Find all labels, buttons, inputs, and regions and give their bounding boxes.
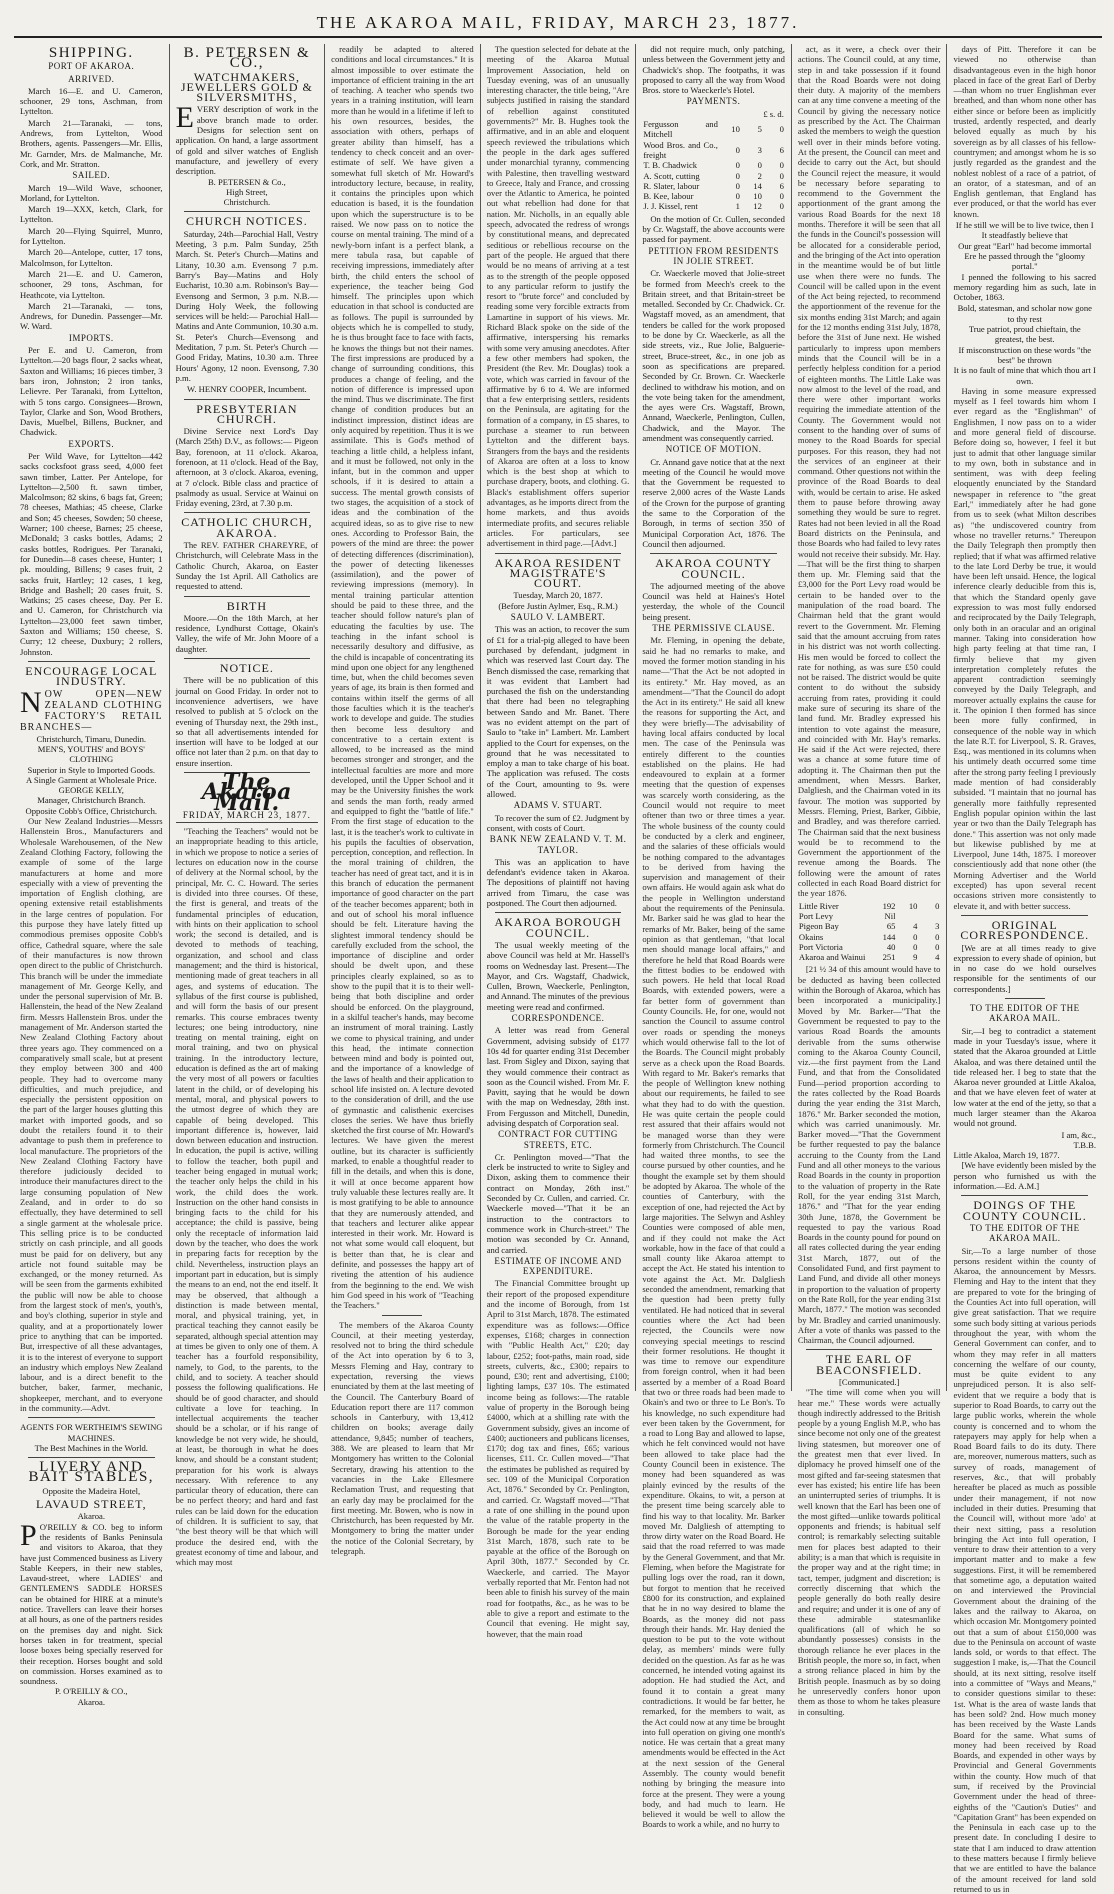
- borough-text: A letter was read from General Government, advising subsidy of £177 10s 4d for quarter ending 31st December last. From Sigley and Dixon, saying that they would commence their contract as soon as the Council wished. From Mr. F. Pavitt, saying that he would be down with the map on Wednesday, 28th inst. From Fergusson and Mitchell, Dunedin, advising despatch of Corporation seal.: [486, 1025, 630, 1128]
- table-row: Pigeon Bay 65 4 3: [798, 921, 940, 932]
- arrived-heading: ARRIVED.: [68, 73, 115, 84]
- permissive-clause-heading: THE PERMISSIVE CLAUSE.: [652, 623, 775, 634]
- beaconsfield-heading: THE EARL OF BEACONSFIELD.: [816, 1352, 923, 1377]
- poem-line: Bold, statesman, and scholar now gone to thy rest: [957, 303, 1092, 324]
- county-text: The adjourned meeting of the above Council was held at Haines's Hotel yesterday, the whole of the Council being present.: [642, 580, 785, 622]
- catholic-body: The REV. FATHER CHAREYRE, of Christchurch, will Celebrate Mass in the Catholic Church, Akaroa, on Easter Sunday the 1st April. All Catholics are requested to attend.: [175, 540, 319, 592]
- payments-table: [642, 109, 785, 212]
- news-paragraphs: The members of the Akaroa County Council, at their meeting yesterday, resolved not to bring the third schedule of the Act into operation by 6 to 3, Messrs Fleming and Hay, contrary to expectation, reversing the views enunciated by them at the last meeting of the Council. The Canterbury Board of Education report there are 117 common schools in Canterbury, with 13,412 children on books; average daily attendance, 9,845; number of teachers, 388. We are pleased to learn that Mr Montgomery has written to the Colonial Secretary, drawing his attention to the vacancies in the Lake Ellesmere Reclamation Trust, and requesting that an early day may be proclaimed for the first meeting. Mr. Bowen, who is now in Christchurch, has been requested by Mr. Montgomery to bring the matter under the notice of the Colonial Secretary, by telegraph.: [331, 1319, 474, 1557]
- rates-table: [798, 901, 941, 963]
- drop-cap: E: [175, 101, 194, 135]
- notice-heading: NOTICE.: [219, 661, 274, 676]
- rm-case: SAULO V. LAMBERT.: [510, 612, 606, 623]
- ecl-lead: NOW OPEN—NEW ZEALAND CLOTHING FACTORY'S RETAIL BRANCHES—: [20, 685, 163, 734]
- divider: [806, 1349, 933, 1350]
- ecl-places: Christchurch, Timaru, Dunedin.: [36, 733, 147, 744]
- column-5: [636, 44, 792, 1830]
- poem-line: Our great "Earl" had become immortal: [958, 240, 1092, 251]
- borough-text: Cr. Annand gave notice that at the next meeting of the Council he would move that the Government be requested to reserve 2,000 acres of the Waste Lands of the Crown for the purpose of granting the same to the Corporation of the Borough, in terms of section 350 of Municipal Corporation Act, 1876. The Council then adjourned.: [642, 456, 785, 549]
- ecl-body: Our New Zealand Industries—Messrs Hallenstein Bros., Manufacturers and Wholesale Warehousemen, of the New Zealand Clothing Factory, following the example of some of the large manufacturers at home and more especially with a view of preventing the importation of English clothing, are opening extensive retail establishments in the large centres of population. For this purpose they have lately fitted up commodious premises opposite Cobb's office, Cathedral square, where the sale of their manufactures is now thrown open direct to the public of Christchurch. This branch will be under the immediate management of Mr. George Kelly, and under the personal supervision of Mr. B. Hallenstein, the head of the New Zealand firm. Messrs Hallenstein Bros. under the management of Mr. Anderson started the New Zealand Clothing Factory about three years ago. They commenced on a comparatively small scale, but at present they employ between 300 and 400 people. They had to overcome many difficulties, and much prejudice, and especially the persistent opposition on the part of the larger houses glutting this market with imported goods, and so doubt the retailers found it to their advantage to push them in preference to local manufacture. The proprietors of the New Zealand Clothing Factory have therefore judiciously decided to introduce their manufactures direct to the large consuming population of New Zealand, and in order to do so effectually, they have determined to sell a single garment at the wholesale price. This selling price is to be conducted strictly on cash principle, and all goods must be paid for on delivery, but any article not found suitable may be exchanged, or the money returned. As will be seen from the garments exhibited the public will now be able to choose from the largest stock of men's, youth's, and boy's clothing, superior in style and quality, and at a proportionately lower price to anything that can be imported. But, irrespective of all these advantages, it is to the interest of everyone to support an industry which employs New Zealand labour, and is a direct benefit to the butcher, baker, farmer, mechanic, shopkeeper, merchant, and to everyone in the community.—Advt.: [20, 816, 163, 1413]
- county-text: [21 ½ 34 of this amount would have to be deducted as having been collected within the Borough of Akaroa, which has been incorporated a municipality.] Moved by Mr. Barker—"That the Government be requested to pay to the various Road Boards the amounts derivable from the sums otherwise coming to the Akaroa County Council, viz.—the first payment from the Land Fund, and that from the Consolidated Fund—period proportion according to the rates collected by the Road Boards during the year ending the 31st March, 1876." Mr. Barker seconded the motion, which was carried unanimously. Mr. Barker moved—"That the Government be further requested to pay the balance accruing to the County from the Land Fund and all other moneys to the various Road Boards in the county in proportion to the valuation of property in the Rate Roll, for the year ending 31st March, 1876." and "That for the year ending 30th June, 1878, the Government be requested to pay the various Road Boards in the county pound for pound on all rates collected during the year ending 31st March, 1877, out of the Consolidated Fund, and first payment to Land Fund, and divide all other moneys in proportion to the valuation of property on the Rate Roll, for the year ending 31st March, 1877." The motion was seconded by Mr. Bradley and carried unanimously. After a vote of thanks was passed to the Chairman, the Council adjourned.: [797, 964, 941, 1346]
- beaconsfield-continued: days of Pitt. Therefore it can be viewed no otherwise than disadvantageous even in the high honor placed in face of the great Earl of Derby—than whom no truer Englishman ever breathed, and than whom none other has either since or before been as implicitly trusted, ardently respected, and dearly beloved equally as much by his sovereign as by all classes of his fellow-countrymen; and amongst whom he is so justly regarded as the grandest and the noblest noblest of a race of a patriot, of an orator, of a statesman, and of an English gentleman, that England has ever produced, or that the world has ever known.: [953, 44, 1097, 219]
- editor-note: [We have evidently been misled by the person who furnished us with the information.—Ed. A.M.]: [953, 1160, 1097, 1192]
- divider: [382, 1315, 422, 1316]
- rm-court-date: Tuesday, March 20, 1877.: [513, 590, 603, 601]
- column-1: [14, 44, 170, 1707]
- table-row: R. Slater, labour 0 14 6: [643, 180, 784, 191]
- ecl-addr: Opposite Cobb's Office, Christchurch.: [25, 805, 158, 816]
- agents-sub: The Best Machines in the World.: [34, 1442, 148, 1453]
- shipping-heading: SHIPPING.: [48, 45, 134, 61]
- birth-heading: BIRTH: [226, 598, 267, 613]
- agents-heading: AGENTS FOR WERTHEIM'S SEWING MACHINES.: [20, 1422, 163, 1443]
- divider: [28, 661, 155, 662]
- column-4: [481, 44, 637, 1639]
- poem-line: If he still we will be to live twice, then I: [955, 220, 1094, 231]
- borough-text: The Financial Committee brought up their report of the proposed expenditure and the income of Borough, from 1st April to 31st March, 1878. The estimated expenditure was as follows:—Office expenses, £168; charges in connection with "Public Health Act," £20; day labour, £252; foot-paths, main road, side streets, culverts, &c., £300; repairs to pound, £30; rent and advertising, £100; lighting lamps, £37 10s. The estimated income being as follows:—The ratable value of property in the Borough being £4000, which at a shilling rate with the Government subsidy, gives an income of £400; auctioneers and publicans licenses, £170; dog tax and fines, £65; various licenses, £11. Cr. Cullen moved—"That the estimates be published as required by sec. 109 of the Municipal Corporation Act, 1876." Seconded by Cr. Penlington, and carried. Cr. Wagstaff moved—"That a rate of one shilling in the pound upon the value of the ratable property in the Borough be made for the year ending 31st March, 1878, such rate to be payable at the office of the Borough on April 30th, 1877." Seconded by Cr. Waeckerle, and carried. The Mayor verbally reported that Mr. Fenton had not been able to finish his survey of the main road for footpaths, &c., as he was to be able to give a report and estimate to the Council that evening. He might say, however, that the main road: [486, 1278, 630, 1639]
- sailed-item: March 20—Flying Squirrel, Munro, for Lyttelton.: [20, 225, 163, 247]
- editor-note: [We are at all times ready to give expression to every shade of opinion, but in no case do we hold ourselves responsible for the sentiments of our correspondents.]: [953, 942, 1097, 994]
- divider: [28, 1417, 155, 1418]
- rm-case: ADAMS V. STUART.: [513, 800, 603, 811]
- sailed-item: March 21—Taranaki, — tons, Andrews, for Dunedin. Passenger—Mr. W. Ward.: [20, 300, 163, 332]
- table-row: Port Victoria 40 0 0: [798, 941, 940, 952]
- divider: [650, 553, 777, 554]
- ecl-single: A Single Garment at Wholesale Price.: [25, 774, 157, 785]
- columns: [14, 44, 1102, 1894]
- sailed-heading: SAILED.: [72, 170, 111, 181]
- church-heading: CHURCH NOTICES.: [186, 214, 308, 229]
- poem-line: True patriot, proud chieftain, the greatest, the best.: [968, 324, 1081, 345]
- divider: [495, 553, 622, 554]
- ecl-mens: MEN'S, YOUTHS' and BOYS' CLOTHING: [37, 744, 145, 765]
- petersen-town: Christchurch.: [223, 197, 271, 208]
- communicated-label: [Communicated.]: [838, 1377, 900, 1387]
- sailed-item: March 19—Wild Wave, schooner, Morland, for Lyttelton.: [20, 182, 163, 203]
- sailed-item: March 21—E. and U. Cameron, schooner, 29 tons, Aschman, for Heathcote, via Lyttelton.: [20, 268, 163, 300]
- paper-title: The Akaroa Mail.: [201, 769, 292, 816]
- imports-heading: IMPORTS.: [68, 332, 114, 343]
- presbyterian-body: Divine Service next Lord's Day (March 25th) D.V., as follows:— Pigeon Bay, forenoon, at 11 o'clock. Akaroa, forenoon, at 11 o'clock. Head of the Bay, afternoon, at 3 o'clock. Akaroa, evening, at 7 o'clock. Bible class and practice of psalmody as usual. Service at Wainui on Friday evening, 23rd, at 7.30 p.m.: [175, 426, 319, 509]
- column-2: [170, 44, 326, 1568]
- beaconsfield-text: "The time will come when you will hear me." These words were actually though indirectly addressed to the British people by a young English M.P., who has since become not only one of the greatest living statesmen, but moreover one of the greatest men that ever lived. In diplomacy he proved himself one of the most gifted and far-seeing statesmen that ever has existed; his entire life has been an uninterrupted series of triumphs. It is well known that the Earl has been one of the most gifted—unlike towards political opponents and friends; is habitual self control; is remarkably selecting suitable men for places best adapted to their ability; is a man that which is requisite in the proper way and at the right time; in tact, temper, judgment and discretion; is correctly discerning that which the people generally do both really desire and require; and under it is one of any of these admirable statesmanlike qualifications (all of which he so abundantly possesses) consists in the thorough reliance he ever places in the British people, the more so, in fact, when a strong reliance placed in him by the British people. Inasmuch as by so doing he unreservedly confers honor upon them as those to whom he takes pleasure in consulting.: [797, 1387, 941, 1717]
- livery-body: P O'REILLY & CO. beg to inform the residents of Banks Peninsula and visitors to Akaroa, that they have just Commenced business as Livery Stable Keepers, in their new stables, Lavaud-street, where LADIES' and GENTLEMEN'S SADDLE HORSES can be obtained for HIRE at a minute's notice. Travellers can leave their horses at all hours, as one of the partners resides on the premises day and night. Sick horses taken in for treatment, special loose boxes being specially reserved for their reception. Horses bought and sold on commission. Horses examined as to soundness.: [20, 1518, 163, 1687]
- table-row: T. B. Chadwick 0 0 0: [643, 160, 784, 171]
- livery-signature: P. O'REILLY & CO.,: [55, 1686, 128, 1697]
- divider: [184, 399, 311, 400]
- editorial-text: "Teaching the Teachers" would not be an inappropriate heading to this article, in which we propose to notice a series of lectures on education now in the course of delivery at the Normal school, by the principal, Mr. C. C. Howard. The series is divided into three courses. Of these, the first is general, and treats of the fundamental principles of education, with hints on their application to school work; the second is detailed, and is devoted to methods of teaching, organization, and school and class management; and the third is historical, mentioning made of great teachers in all ages, and systems of education. The syllabus of the first course is published, and will form the basis of our present remarks. This course embraces twenty lectures; one being introductory, nine treating on mental training, eight on moral training, and two on physical training. In the introductory lecture, education is defined as the art of making the very most of all powers or faculties latent in the child, or of developing his mental, moral, and physical powers to the utmost degree of which they are capable of being developed. This important difference is, however, laid down between education and instruction. In education, the pupil is active, willing to follow the teacher, both pupil and teacher being engaged in mutual work; the teacher only helps the child in his work, the child does the work. Instruction on the other hand consists in bringing facts to the child for his acceptance; the child is passive, being only the receptacle of information laid down by the teacher, who does the work in preparing facts for reception by the child. Nevertheless, instruction plays an important part in education, but is simply the means to an end, not the end itself. It may be observed, that although a distinction is made between mental, moral, and physical training, yet, in practical teaching they cannot easily be separated, although special attention may at times be given to only one of them. A teacher has a fourfold responsibility, namely, to God, to the parents, to the child, and to society. A teacher should possess the following qualifications. He should be of good character, and should cultivate a love for teaching. In intellectual acquirements the teacher should be a scholar, or if his range of knowledge be not very wide, he should, at least, be thorough in what he does know, and should be a constant student; preparation for his work is always necessary. With reference to any particular theory of education, there can be no perfect theory; and hard and fast rules can be laid down for the education of children. It is sufficient to say, that "the best theory will be that which will produce the desired end, with the greatest economy of time and labour, and which may most: [175, 826, 319, 1568]
- editorial-continued: readily be adapted to altered conditions and local circumstances." It is almost impossible to over estimate the importance of efficient training in the art of teaching. A teacher who spends two years in a training institution, will learn more than he would in a lifetime if left to his own resources, besides, the association with others, perhaps of greater ability than himself, has a tendency to check conceit and an over-estimate of self. We have given a somewhat full sketch of Mr. Howard's introductory lecture, because, in reality, it contains the principles upon which education is based, it is the foundation upon which the superstructure is to be raised. We now pass on to notice the course on mental training. The mind of a newly-born infant is a perfect blank, a mere tabula rasa, but capable of receiving impressions, immediately after birth, the child enters the school of experience, the teacher being God himself. The principles upon which education in that school is conducted are as follows. The pupil is surrounded by objects which he is compelled to study, he is thus brought face to face with facts, he knows the things but not their names. The first impressions are produced by a change of surrounding conditions, this produces a change of feeling, and the notion of difference is impressed upon the mind. Thus we discriminate. The first change of condition produces but an indistinct impression, distinct ideas are only acquired by repetition. Thus it is we assimilate. This is God's method of teaching a little child, a helpless infant, and it must be followed, not only in the infant, but in the common and upper schools, if it is desired to attain a success. The mental growth consists of two stages, the acquisition of a stock of ideas and the combination of the acquired ideas, so as to give rise to new ones. According to Professor Bain, the powers of the mind are three: the power of detecting differences (discrimination), the power of detecting likenesses (assimilation), and the power of reviewing impressions (memory). In mental training particular attention should be paid to these three, and the teacher should follow nature's plan of educating the faculties by use. The teaching in the infant school is necessarily desultory and diffusive, as the child is incapable of concentrating its mind upon one object for any lengthened time, but, when the child becomes seven years of age, its brain is then formed and contains within itself the germs of all those faculties which it is the teacher's work to develope and guide. The studies then become less desultory and concentrative to a certain extent is allowed, to be increased as the mind becomes stronger and stronger, and the intellectual faculties are more and more developed, until the Upper School and it may be the University finishes the work and sends the man forth, ready armed and equipped to fight the "battle of life." From the first stage of education to the last, it is the teacher's work to cultivate in his pupils the faculties of observation, perception, conception, and reflection. In the moral training of children, the teacher has need of great tact, and it is in this branch of education the permanent importance of good character on the part of the teacher becomes apparent; both in and out of school his moral influence should be felt. Literature having the slightest immoral tendency should be carefully excluded from the school, the importance of discipline and order should be dwelt upon, and these principles clearly explained, so as to show to the pupil that it is to their well-being that both discipline and order should be enforced. On the playground, in a skilful teacher's hands, may become an instrument of moral training. Lastly we come to physical training, and under this head, the intimate connection between mind and body is pointed out, and the importance of a knowledge of the laws of health and their application to school life insisted on. A lecture devoted to the consideration of drill, and the use of gymnastic and calisthenic exercises closes the series. We have thus briefly sketched the first course of Mr. Howard's lectures. We have given the merest outline, but its character is sufficiently marked, to enable a thoughtful reader to fill in the details, and when this is done, it will at once become apparent how truly valuable these lectures really are. It is most gratifying to be able to announce that they are numerously attended, and that teachers and lecturer alike appear interested in their work. Mr. Howard is not what some would call eloquent, but is better than that, he is clear and definite, and possesses the happy art of riveting the attention of his audience from the beginning to the end. We wish him God speed in his work of "Teaching the Teachers.": [331, 44, 474, 1311]
- original-correspondence-heading: ORIGINAL CORRESPONDENCE.: [960, 917, 1090, 943]
- drop-cap: N: [20, 685, 42, 719]
- exports-text: Per Wild Wave, for Lyttelton—442 sacks cocksfoot grass seed, 4,000 feet sawn timber, Latter. Per Antelope, for Lyttelton—2,500 ft. sawn timber, Malcolmson; 82 skins, 6 bags fat, Green; 78 cheeses, Mathias; 45 cheese, Clarke and Son; 45 cheeses, Sowden; 50 cheese, Warner; 100 cheese, Barnes; 25 cheese, McDonald; 3 casks bottles, Adams; 2 casks bottles, Rodrigues. Per Taranaki, for Dunedin—8 cases cheese, Hunter; 1 pk. moulding, Billens; 9 cases fruit, 2 sacks fruit, Hartley; 12 cases, 1 keg, Bridge and Bashell; 20 cases fruit, S. Watkins; 25 cases cheese, Day. Per E. and U. Cameron, for Christchurch via Lyttelton—23,000 feet sawn timber, Saxton and Williams; 150 cheese, S. Curry; 12 cheese, Duxbury; 2 rollers, Johnston.: [20, 450, 163, 657]
- divider: [961, 915, 1088, 916]
- exports-heading: EXPORTS.: [68, 438, 115, 449]
- table-row: Wood Bros. and Co., freight 0 3 6: [643, 139, 784, 160]
- rm-court-heading: AKAROA RESIDENT MAGISTRATE'S COURT.: [494, 555, 622, 591]
- divider: [961, 1195, 1088, 1196]
- poem-line: If misconstruction on these words "the best" be thrown: [958, 344, 1092, 365]
- arrived-item: March 21—Taranaki, — tons, Andrews, from Lyttelton, Wood Brothers, agents. Passengers—Mr. Ellis, Mr. Garnder, Mrs. de Malmanche, Mr. Cork, and Mr. Stratton.: [20, 117, 163, 169]
- letter-salutation: TO THE EDITOR OF THE AKAROA MAIL.: [969, 1222, 1080, 1244]
- poem-line: Ere he passed through the "gloomy portal.": [964, 250, 1086, 272]
- sailed-item: March 20—Antelope, cutter, 17 tons, Malcolmson, for Lyttelton.: [20, 247, 163, 268]
- imports-text: Per E. and U. Cameron, from Lyttelton.—20 bags flour, 2 sacks wheat, Saxton and Williams; 16 pieces timber, 3 bars iron, Johnston; 2 iron tanks, Lelievre. Per Taranaki, from Lyttelton, with 5 tons cargo. Consignees—Brown, Taylor, Clarke and Son, Wood Brothers, Davis, Muelbel, Billens, Buckner, and Chadwick.: [20, 345, 163, 438]
- divider: [184, 596, 311, 597]
- letter-text: Sir,—I beg to contradict a statement made in your Tuesday's issue, where it stated that the Akaroa grounded at Little Akaloa, and was there detained until the tide released her. I beg to state that the Akaroa never grounded at Little Akaloa, and that we have eleven feet of water at low water at the end of the jetty, so that a much larger steamer than the Akaroa would not ground.: [953, 1025, 1097, 1129]
- poem-line: It is no fault of mine that which thou art I own.: [953, 365, 1096, 386]
- divider: [495, 912, 622, 913]
- table-row: Port Levy Nil: [798, 910, 896, 921]
- letter-signoff: I am, &c.,: [1061, 1129, 1097, 1140]
- estimate-heading: ESTIMATE OF INCOME AND EXPENDITURE.: [494, 1255, 622, 1277]
- paper-date: FRIDAY, MARCH 23, 1877.: [176, 810, 319, 823]
- rm-case-text: To recover the sum of £2. Judgment by consent, with costs of Court.: [486, 812, 630, 833]
- table-row: J. J. Kissel, rent 1 12 0: [643, 201, 784, 212]
- church-body: Saturday, 24th—Parochial Hall, Vestry Meeting, 3 p.m. Palm Sunday, 25th March. St. Peter's Church—Matins and Litany, 10.30 a.m. Evensong 7 p.m. Barry's Bay—Matins and Holy Eucharist, 10.30 a.m. Robinson's Bay—Evensong and Sermon, 3 p.m. N.B.—During Holy Week, the following services will be held:— Parochial Hall—Matins and Ante Communion, 10.30 a.m. St. Peter's Church—Evensong and Meditation, 7 p.m. St. Peter's Church — Good Friday, Matins, 10.30 a.m. Three Hours' Agony, 12 noon. Evensong, 7.30 p.m.: [175, 228, 319, 383]
- county-council-heading: AKAROA COUNTY COUNCIL.: [655, 556, 772, 581]
- petersen-address: High Street,: [226, 186, 268, 197]
- ecl-name: GEORGE KELLY,: [58, 785, 124, 796]
- ecl-role: Manager, Christchurch Branch.: [37, 795, 146, 806]
- ecl-superior: Superior in Style to Imported Goods.: [27, 764, 156, 775]
- letter-salutation: TO THE EDITOR OF THE AKAROA MAIL.: [969, 1003, 1080, 1024]
- table-row: Little River 192 10 0: [798, 900, 940, 911]
- birth-body: Moore.—On the 18th March, at her residence, Lyndhurst Cottage, Okain's Valley, the wife of Mr. John Moore of a daughter.: [175, 612, 319, 654]
- rm-court-before: (Before Justin Aylmer, Esq., R.M.): [498, 600, 618, 611]
- ecl-heading: ENCOURAGE LOCAL INDUSTRY.: [25, 663, 158, 689]
- notice-body: There will be no publication of this journal on Good Friday. In order not to inconvenience advertisers, we have resolved to publish at 5 o'clock on the evening of Thursday next, the 29th inst., so that all advertisements intended for insertion will have to be lodged at our office not later than 2 p.m. on that day to ensure insertion.: [175, 675, 319, 768]
- table-row: B. Kee, labour 0 10 0: [643, 191, 784, 202]
- arrived-item: March 16—E. and U. Cameron, schooner, 29 tons, Aschman, from Lyttelton.: [20, 85, 163, 117]
- divider: [184, 658, 311, 659]
- divider: [184, 211, 311, 212]
- table-row: Akaroa and Wainui 251 9 4: [798, 952, 940, 963]
- county-doings-heading: DOINGS OF THE COUNTY COUNCIL.: [962, 1198, 1087, 1223]
- divider: [1005, 998, 1045, 999]
- borough-text: Cr. Waeckerle moved that Jolie-street be formed from Meech's creek to the Britain street, and that Britain-street be metalled. Seconded by Cr. Chadwick. Cr. Wagstaff moved, as an amendment, that tenders be called for the work proposed to be done by Cr. Waeckerle, as all the side streets, viz., Rue Jolie, Balguerie-street, Bruce-street, &c., in one job as soon as specifications are prepared. Seconded by Cr. Brown. Cr. Waeckerle declined to withdraw his motion, and on the vote being taken for the amendment, the ayes were Crs. Wagstaff, Brown, Annand, Waeckerle, Penlington, Cullen, Chadwick, and the Mayor. The amendment was consequently carried.: [642, 268, 785, 443]
- contract-heading: CONTRACT FOR CUTTING STREETS, ETC.: [498, 1129, 618, 1150]
- borough-text: Cr. Penlington moved—"That the clerk be instructed to write to Sigley and Dixon, asking them to commence their contract on Monday, 26th inst." Seconded by Cr. Cullen, and carried. Cr. Waeckerle moved—"That it be an instruction to the contractors to commence work in Church-street." The motion was seconded by Cr. Annand, and carried.: [486, 1151, 630, 1255]
- poem-line: It steadfastly believe that: [981, 230, 1068, 241]
- column-3: [325, 44, 481, 1557]
- presbyterian-heading: PRESBYTERIAN CHURCH.: [196, 401, 298, 426]
- divider: [28, 1457, 155, 1458]
- livery-town: Akaroa.: [77, 1511, 106, 1522]
- table-row: A. Scott, cutting 0 2 0: [643, 170, 784, 181]
- county-text: act, as it were, a check over their actions. The Council could, at any time, step in and take possession if it found that the Road Boards were not doing their duty. A majority of the members can at any time convene a meeting of the Council by giving the necessary notice as prescribed by the Act. The Chairman asked the members to weigh the question well over in their minds before voting. At the present, the Council can meet and decide to carry out the Act, but should the Council reject the measure, it would be necessary before separating to recommend to the Government the apportionment of the grant among the various Road Boards for the next 18 months. Therefore it will be seen that all the funds in the Council's possession will be allocated for a considerable period, and the bringing of the Act into operation in the meantime would be of but little use when there were no funds. The Council will be called upon in the event of the Act being rejected, to recommend the apportionment of the revenue for the six months ending 31st March; and again for the 12 months ending 31st July, 1878, before the 31st of June next. He wished particularly to impress upon members minds that the Council will be in a perfectly helpless condition for a period of eighteen months. The Little Lake was now almost to the level of the road, and there were other important works requiring the immediate attention of the County. The Government would not consent to the handing over of sums of money to the Road Boards for special purposes. For this reason, they had not the services of an engineer at their command. Other questions not within the province of the Road Boards to deal with, would be certain to arise. He asked them to pause before throwing away something they would be sure to regret. Rates had not been levied in all the Road Board districts on the Peninsula, and those Boards who had failed to levy rates would not receive their subsidy. Mr. Hay.—That will be the first thing to sharpen them up. Mr. Fleming said that the £3,000 for the Port Levy road would be certain to be handed over to the manipulation of the road board. The Chairman held that the grant would revert to the Government. Mr. Fleming said that the amount accruing from rates in his district was not worth collecting. His men would be forced to collect the rate for nothing, as was sure £50 could not be raised. The district would be quite content to do without the subsidy accruing from rates, providing it could make sure of securing its share of the land fund. Mr. Bradley expressed his intention to vote against the measure, and coincided with Mr. Hay's remarks. He said if the Act were rejected, there was a chance at some future time of adopting it. The Chairman then put the amendment, when Messrs. Barker, Dalgliesh, and the Chairman voted in its favour. The motion was supported by Messrs. Fleming, Priest, Barker, Gibbie, and Bradley, and was therefore carried. The Chairman said that the next business would be to recommend to the Government the apportionment of the revenue among the Boards. The following were the amount of rates collected in each Road Board district for the year 1876.: [797, 44, 941, 899]
- poem-line: I penned the following to his sacred memory regarding him as such, late in October, 1863.: [953, 271, 1097, 303]
- rm-case: BANK NEW ZEALAND V. T. M. TAYLOR.: [489, 834, 627, 855]
- column-6: [792, 44, 948, 1717]
- livery-heading: LIVERY AND BAIT STABLES,: [28, 1459, 155, 1486]
- table-row: Fergusson and Mitchell 10 5 0: [643, 119, 784, 140]
- petersen-sub: WATCHMAKERS, JEWELLERS GOLD & SILVERSMITHS,: [180, 69, 313, 105]
- correspondence-heading: CORRESPONDENCE.: [511, 1013, 605, 1024]
- news-paragraphs: The question selected for debate at the meeting of the Akaroa Mutual Improvement Association, held on Tuesday evening, was of an unusually interesting character, the title being, "Are subjects justified in raising the standard of rebellion against constituted governments?" Mr. B. Hughes took the affirmative, and in an able and eloquent speech reviewed the tribulations which the people in the dark ages suffered under monarchial tyranny, commencing with Palestine, then travelling westward to Greece, Italy and France, and crossing over the Atlantic to America, he pointed out what rebellion had done for that nation. Mr. Nicholls, in an equally able speech, advocated the redress of wrongs by constitutional means, and deprecated seditious or rebellious recourse on the part of the people. He argued that there would be no means of arriving at a test as to the strength of the people opposed to any particular reform to justify the resort to "brute force" and concluded by reading some very forcible extracts from Lamartine in support of his views. Mr. Richard Black spoke on the side of the affirmative, interspersing his remarks with some very amusing anecdotes. After a few other members had spoken, the President (the Rev. Mr. Douglas) took a vote, which was carried in favour of the affirmative by 6 to 4. We are informed that a few enterprising settlers, residents on the Peninsula, are agitating for the formation of a company, in £5 shares, to purchase a steamer to run between Lyttelton and the different bays. Strangers from the bays and the residents of Akaroa are often at a loss to know which is the best shop at which to purchase drapery, boots, and clothing. G. Black's establishment offers superior advantages, as he imports direct from the home markets, and thus avoids intermediate profits, and secures reliable articles. For particulars, see advertisement in third page.—[Advt.]: [486, 44, 630, 549]
- payments-heading: PAYMENTS.: [686, 96, 741, 107]
- catholic-heading: CATHOLIC CHURCH, AKAROA.: [181, 515, 313, 540]
- petersen-heading: B. PETERSEN & CO.,: [183, 45, 311, 72]
- borough-text: The usual weekly meeting of the above Council was held at Mr. Hassell's rooms on Wednesday last. Present—The Mayor, and Crs. Wagstaff, Chadwick, Cullen, Brown, Waeckerle, Penlington, and Annand. The minutes of the previous meeting were read and confirmed.: [486, 939, 630, 1012]
- petersen-signature: B. PETERSEN & Co.,: [207, 176, 286, 187]
- column-7: [947, 44, 1102, 1894]
- rm-case-text: This was an application to have defendant's evidence taken in Akaroa. The depositions of plaintiff not having arrived from Timaru, the case was postponed. The Court then adjourned.: [486, 856, 630, 909]
- masthead: THE AKAROA MAIL, FRIDAY, MARCH 23, 1877.: [14, 8, 1102, 38]
- letter-initials: T.B.B.: [1073, 1139, 1097, 1150]
- livery-opp: Opposite the Madeira Hotel,: [42, 1485, 141, 1496]
- drop-cap: P: [20, 1518, 37, 1552]
- church-signature: W. HENRY COOPER, Incumbent.: [187, 384, 307, 395]
- letter-text: Sir,—To a large number of those persons resident within the county of Akaroa, the announcement by Messrs. Fleming and Hay to the intent that they are prepared to vote for the bringing of the Counties Act into full operation, will give great satisfaction. That we require some such body sitting at various periods throughout the year, with whom the General Government can confer, and to whom they may refer in all matters concerning the welfare of our county, must be quite evident to any unprejudiced person. It is also self-evident that we require a body that is superior to Road Boards, to carry out the large public works, wherein the whole county is concerned and to whom the ratepayers may apply for help when a Road Board fails to do its duty. There are, moreover, numerous matters, such as survey of roads, management of reserves, &c., that will probably hereafter be placed as much as possible under their management, if not now included in their duties. Presuming that the Council will, without more 'ado' at their next sitting, pass a resolution bringing the Act into full operation, I venture to draw their attention to a very important matter and to make a few suggestions. First, it will be remembered that sometime ago, a deputation waited on and interviewed the Provincial Government about the draining of the lakes and the railway to Akaroa, on which occasion Mr. Montgomery pointed out that a sum of about £150,000 was due to the Peninsula on account of waste lands sold, or words to that effect. The suggestion I make, is,—That the Council should, at its next sitting, resolve itself into a committee of "Ways and Means," to consider questions similar to these: 1st. What is the area of waste lands that has been sold? 2nd. How much money has been received by the Waste Lands Board for the same. What sums of money had been received by Road Boards, and expended in other ways by Provincial and General Governments within the county. How much of that sum, if received by the Provincial Government under the head of three-eighths of the "Caution's Duties" and "Capitation Grant" has been expended on the Peninsula in each case up to the present date. In concluding I desire to state that I am induced to draw attention to these matters because I firmly believe that we are entitled to have the balance of the amount received for land sold returned to us in: [953, 1245, 1097, 1894]
- livery-street: LAVAUD STREET,: [35, 1497, 147, 1512]
- borough-text: did not require much, only patching, unless between the Government jetty and Chadwick's shop. The footpaths, it was proposed to carry all the way from Wood Bros. store to Waeckerle's Hotel.: [642, 44, 785, 96]
- borough-council-heading: AKAROA BOROUGH COUNCIL.: [494, 915, 622, 940]
- divider: [184, 512, 311, 513]
- rm-case-text: This was an action, to recover the sum of £1 for a trial-pig alleged to have been purchased by defendant, judgment in which was reserved last Court day. The Bench dismissed the case, remarking that it was evident that Lambert had purchased the fish on the understanding that there had been no telegraphing between Sando and Mr. Banet. There was no evident attempt on the part of Saulo to "take in" Lambert. Mr. Lambert applied to the Court for expenses, on the ground that he was necessitated to employ a man to take charge of his boat. The application was refused. The costs of the Court, amounting to 9s. were allowed.: [486, 624, 630, 800]
- table-row: Okains 144 0 0: [798, 931, 940, 942]
- petersen-body: EVERY description of work in the above branch made to order. Designs for selection sent on application. On hand, a large assortment of gold and silver watches of English manufacture, and jewellery of every description.: [175, 101, 319, 177]
- letter-place-date: Little Akaloa, March 19, 1877.: [953, 1150, 1060, 1161]
- beaconsfield-continued: Having in some measure expressed myself as I feel towards him whom I ever regard as the "Englishman" of Englishmen, I now pass on to a wider and more general field of discourse. Before doing so, however, I feel it but just to admit that other language similar to my own, both in substance and in sentiment, was with deep feeling eloquently enunciated by the Standard newspaper in reference to "the great Earl," immediately after he had gone from us to seek (what Milton describes as) "the undiscovered country from whose no traveller returns." Thereupon the Daily Telegraph then promptly then replied; that if what was affirmed relative to the late Lord Derby be true, it would have been left unsaid. Hence, the logical inference clearly deducible from this is, that which the Standard openly gave expression to was most fully endorsed and reciprocated by the Daily Telegraph, only both in an oracular and an original manner. Taking into consideration how high party feeling at that time ran, I firmly believe that my given interpretation completely refutes the apparent contradiction seemingly conveyed by the Daily Telegraph, and moreover actually explains the cause for it. The opinion I then formed has since been more fully confirmed, in consequence of the noble way in which the late R.T. for Liverpool, S. R. Graves, Esq., was mentioned in its columns when his untimely death occurred some time after the strong party feeling I previously made mention of had considerably subsided. "I maintain that no journal has generally more faithfully represented English popular opinion within the last year or two than the Daily Telegraph has done." This assertion was not only made but likewise published by me at Liverpool, June 14th, 1875. I moreover conscientiously add that none other (the Morning Advertiser and the World excepted) has upon several recent occasions striven more consistently to elevate it, and with better success.: [953, 385, 1097, 911]
- notice-of-motion-heading: NOTICE OF MOTION.: [665, 444, 762, 455]
- livery-signature-town: Akaroa.: [77, 1696, 106, 1707]
- port-heading: PORT OF AKAROA.: [48, 61, 135, 72]
- table-header-row: £ s. d.: [763, 108, 784, 119]
- petition-heading: PETITION FROM RESIDENTS IN JOLIE STREET.: [648, 245, 779, 266]
- county-text: Mr. Fleming, in opening the debate, said he had no remarks to make, and moved the former motion standing in his name—"That the Act be not adopted in its entirety." Mr. Hay moved, as an amendment—"That the Council do adopt the Act in its entirety." He said all knew the reasons for supporting the Act, and they were briefly—The advisability of having local affairs conducted by local men. The case of the Peninsula was entirely different to the counties established on the plains. He had endeavoured to explain at a former meeting that the question of expenses was scarcely worth considering, as the Council would not require to meet oftener than two or three times a year. The whole business of the county could be conducted by a clerk and engineer, and the salaries of these officials would be nothing compared to the advantages to be derived from having the supervision and management of their own affairs. He would again ask what do the people in Wellington understand about the requirements of the Peninsula. Mr. Barker said he was glad to hear the remarks of Mr. Baker, being of the same opinion as that gentleman, "that local men should manage local affairs," and therefore he held that Road Boards were the fittest bodies to be endowed with such powers. He held that local Road Boards, with extended powers, were a far better form of government than County Councils. He, for one, would not sanction the Council to assume control over roads or spending the moneys which would otherwise fall to the lot of the Boards. The Council might probably serve as a check upon the Road Boards. With regard to Mr. Baker's remarks that the people of Wellington knew nothing about our requirements, he failed to see what they had to do with the question. He was quite certain the people could rest assured that their affairs would not be managed worse than they were formerly from Christchurch. The Council had waited three months, to see the course pursued by other counties, and he thought the example set by them should be adopted by Akaroa. The whole of the counties of Canterbury, with the exception of one, had rejected the Act by large majorities. The Selwyn and Ashley Counties were composed of able men, and if they could not make the Act workable, how in the face of that could a small county like Akaroa attempt to accept the Act. He stated his intention to vote against the Act. Mr. Dalgliesh seconded the amendment, remarking that the question had been pretty fully ventilated. He had noticed that in several counties where the Act had been rejected, the Councils were now conveying special meetings to rescind their former resolutions. He thought it was time to remove our expenditure from foreign control, when it had been asserted by a member of a Road Board that two or three roads had been made to Okain's and two or three to Le Bon's. To his knowledge, no such expenditure had ever been taken by the Government, for a road to Long Bay and allowed to lapse, which he felt convinced would not have been allowed to take place had the County Council been in existence. The money had been squandered as was plainly evinced by the results of the expenditure. Okains, to wit, a person at the present time being scarcely able to find his way to that locality. Mr. Barker moved Mr. Dalgliesh of attempting to throw dirty water on the Road Board. He said that the road referred to was made by the General Government, and that Mr. Fleming, when before the Magistrate for pulling logs over the road, ran it down, but forgot to mention that he received £800 for its construction, and explained that he in no way desired to blame the Boards, as the money did not pass through their hands. Mr. Hay denied the question to be put to the vote without delay, as members' minds were fully decided on the question. As far as he was concerned, he intended voting against its adoption. He had studied the Act, and found it to contain a great many contradictions. It would be far better, he remarked, for the members to wait, as the Act could now at any time be brought into full operation on giving one month's notice. He was certain that a great many amendments would be effected in the Act at the next session of the General Assembly. The county would benefit nothing by bringing the measure into force at the present. They were a young body, and had much to learn. He believed it would be well to allow the Boards to work a while, and no hurry to: [642, 635, 785, 1830]
- borough-text: On the motion of Cr. Cullen, seconded by Cr. Wagstaff, the above accounts were passed for payment.: [642, 213, 785, 245]
- sailed-item: March 19—XXX, ketch, Clark, for Lyttelton.: [20, 204, 163, 225]
